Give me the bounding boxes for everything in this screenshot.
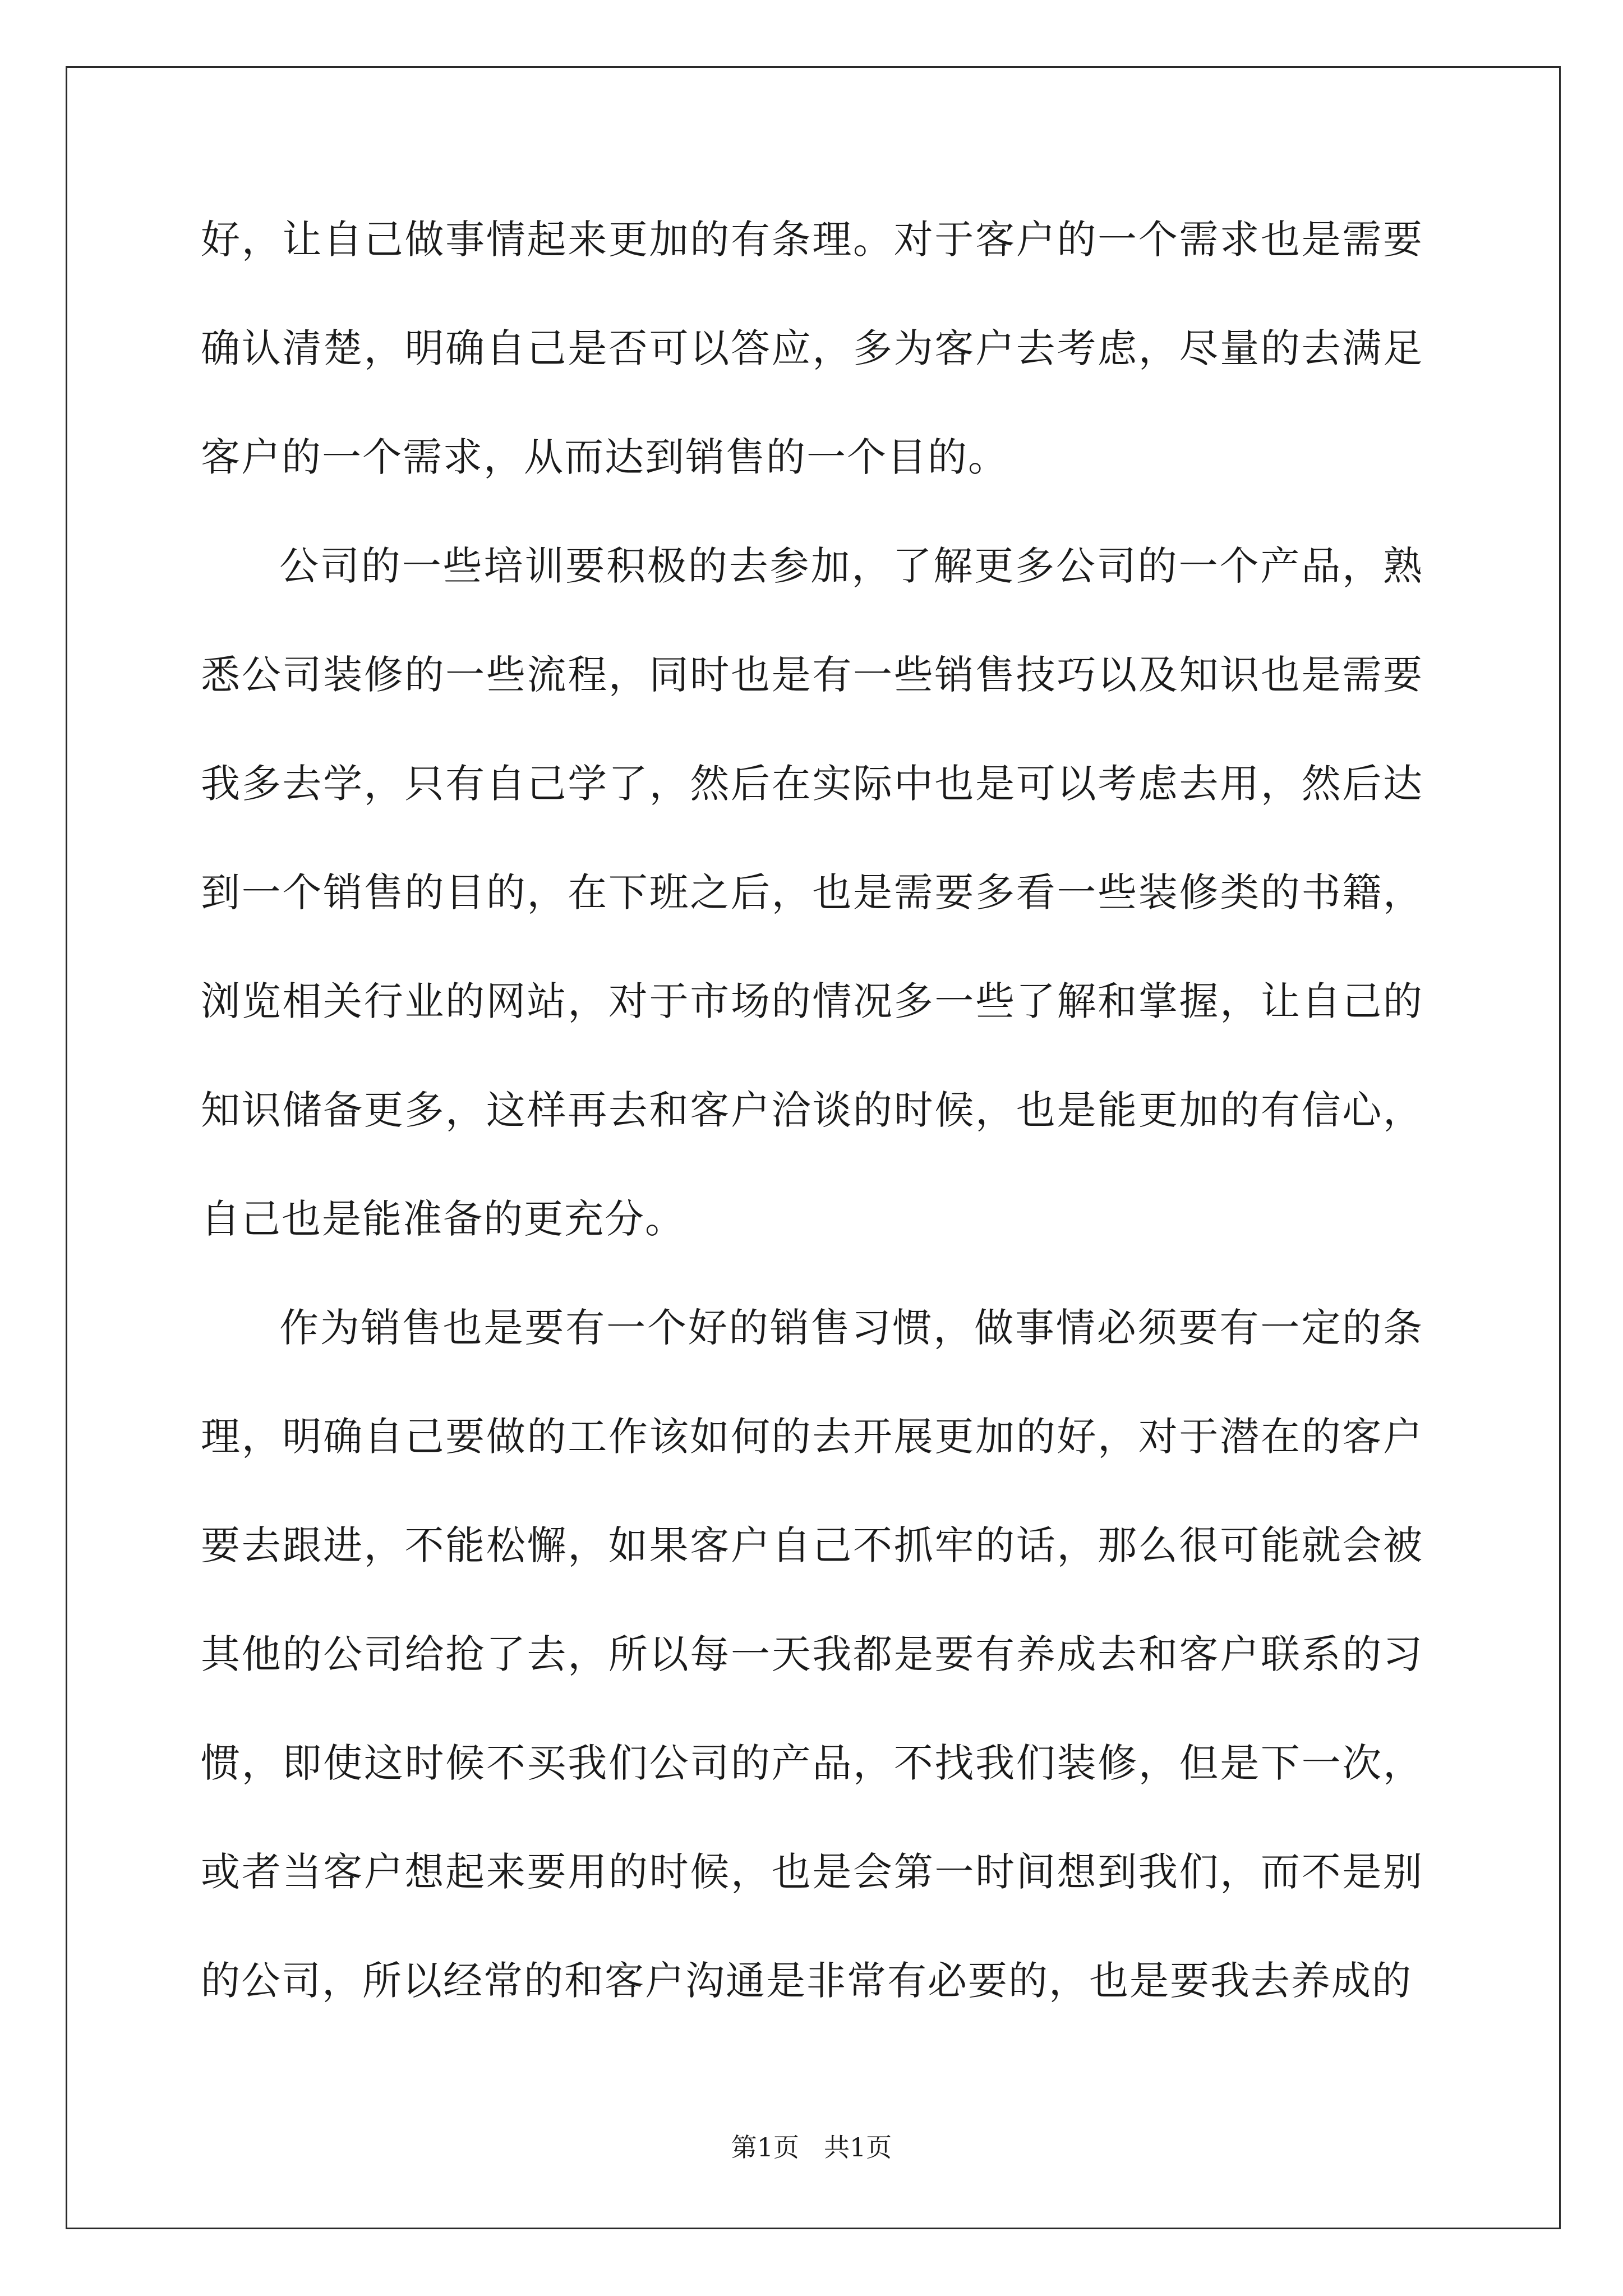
page-number-current: 第1页 [731,2132,800,2162]
document-body [201,185,1423,2035]
paragraph-2: 公司的一些培训要积极的去参加，了解更多公司的一个产品，熟悉公司装修的一些流程，同时也是有一些销售技巧以及知识也是需要我多去学，只有自己学了，然后在实际中也是可以考虑去用，然后达到一个销售的目的，在下班之后，也是需要多看一些装修类的书籍，浏览相关行业的网站，对于市场的情况多一些了解和掌握，让自己的知识储备更多，这样再去和客户洽谈的时候，也是能更加的有信心，自己也是能准备的更充分。 [201,543,1423,1242]
paragraph-1: 好，让自己做事情起来更加的有条理。对于客户的一个需求也是需要确认清楚，明确自己是否可以答应，多为客户去考虑，尽量的去满足客户的一个需求，从而达到销售的一个目的。 [201,217,1423,480]
page-number-total: 共1页 [823,2132,892,2162]
paragraph-3: 作为销售也是要有一个好的销售习惯，做事情必须要有一定的条理，明确自己要做的工作该如何的去开展更加的好，对于潜在的客户要去跟进，不能松懈，如果客户自己不抓牢的话，那么很可能就会被其他的公司给抢了去，所以每一天我都是要有养成去和客户联系的习惯，即使这时候不买我们公司的产品，不找我们装修，但是下一次，或者当客户想起来要用的时候，也是会第一时间想到我们，而不是别的公司，所以经常的和客户沟通是非常有必要的，也是要我去养成的 [201,1305,1423,2004]
footer-spacer [799,2132,824,2162]
page-footer [0,2131,1623,2164]
